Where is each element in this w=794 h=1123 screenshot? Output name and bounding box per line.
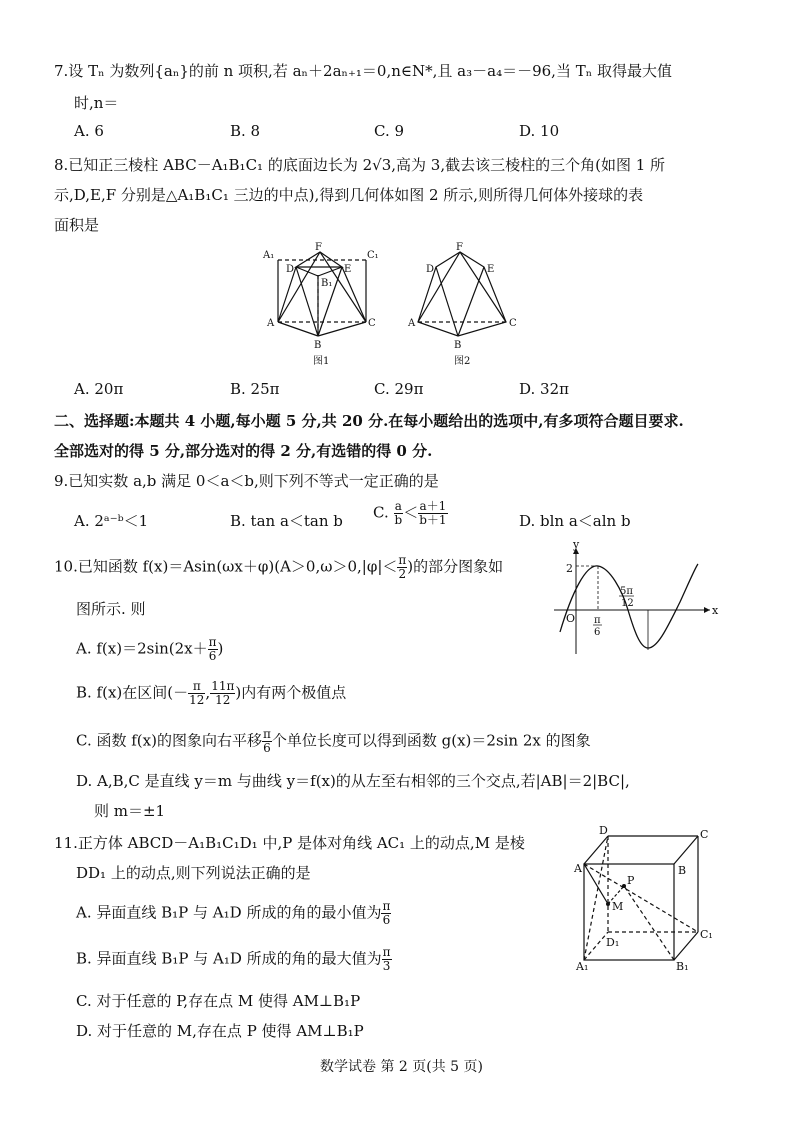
frac-numerator: π [382,945,391,959]
q10-option-a [76,636,223,663]
frac-denominator: 6 [382,913,391,927]
q10-option-d-line1: D. A,B,C 是直线 y＝m 与曲线 y＝f(x)的从左至右相邻的三个交点,若|AB|＝2|BC|, [76,772,630,790]
fig1-label-c: C [368,318,376,329]
frac-numerator: a [394,499,402,513]
graph-label-origin: O [566,612,576,625]
frac-denominator: b [394,513,403,527]
q9-option-d: D. bln a＜aln b [519,512,631,530]
graph-label-y: y [573,542,580,551]
frac-denominator: 6 [208,649,217,663]
q7-option-c: C. 9 [374,122,405,140]
frac-denominator: 12 [189,693,205,707]
section2-line2: 全部选对的得 5 分,部分选对的得 2 分,有选错的得 0 分. [54,442,433,460]
q7-option-a: A. 6 [74,122,104,140]
frac-denominator: b＋1 [419,513,447,527]
q8-stem-line3: 面积是 [54,216,100,234]
q10-option-c-frac [262,728,272,755]
fig2-caption: 图2 [454,356,471,367]
q8-option-b: B. 25π [230,380,280,398]
q11-option-a-text: A. 异面直线 B₁P 与 A₁D 所成的角的最小值为 [76,903,382,922]
graph-label-2: 2 [566,562,573,575]
q11-option-d: D. 对于任意的 M,存在点 P 使得 AM⊥B₁P [76,1022,364,1040]
cube-label-a: A [574,862,582,875]
q9-option-c-prefix: C. [373,503,389,522]
fig2-label-d: D [426,264,435,275]
graph-label-5pi-num: 5π [620,586,633,597]
q7-option-d: D. 10 [519,122,560,140]
frac-numerator: π [382,899,391,913]
frac-denominator: 2 [398,567,407,581]
fig1-label-a1: A₁ [263,250,275,261]
fig2-label-f: F [456,242,463,253]
q10-stem-frac [397,554,407,581]
fig1-label-b: B [314,340,322,351]
q11-option-b-frac [382,946,392,973]
frac-denominator: 6 [263,741,271,755]
q7-option-b: B. 8 [230,122,261,140]
q10-option-b-part1: B. f(x)在区间(－ [76,683,189,702]
q9-option-c-lt: ＜ [403,503,419,522]
q9-option-c-frac2 [418,500,447,527]
frac-numerator: π [398,553,407,567]
frac-denominator: 3 [382,959,391,973]
q8-stem-line1: 8.已知正三棱柱 ABC－A₁B₁C₁ 的底面边长为 2√3,高为 3,截去该三棱柱的三个角(如图 1 所 [54,156,666,174]
q10-stem-part1: 10.已知函数 f(x)＝Asin(ωx＋φ)(A＞0,ω＞0,|φ|＜ [54,557,398,576]
q10-option-b [76,680,346,707]
cube-label-p: P [627,874,635,887]
q7-stem-line1: 7.设 Tₙ 为数列{aₙ}的前 n 项积,若 aₙ＋2aₙ₊₁＝0,n∈N*,且 a₃－a₄＝－96,当 Tₙ 取得最大值 [54,62,672,80]
q11-stem-line1: 11.正方体 ABCD－A₁B₁C₁D₁ 中,P 是体对角线 AC₁ 上的动点,M 是棱 [54,834,525,852]
cube-label-c: C [700,828,709,841]
q10-graph [540,542,730,660]
q10-option-c-part1: C. 函数 f(x)的图象向右平移 [76,731,262,750]
cube-label-a1: A₁ [576,960,589,973]
frac-numerator: a＋1 [419,499,447,513]
fig1-label-d: D [286,264,295,275]
cube-label-b1: B₁ [676,960,689,973]
fig1-label-b1: B₁ [321,278,333,289]
q10-stem-part2: )的部分图象如 [407,557,504,576]
fig2-label-b: B [454,340,462,351]
q10-stem-line1 [54,554,503,581]
q11-option-a [76,900,391,927]
q9-option-b: B. tan a＜tan b [230,512,343,530]
frac-numerator: π [188,680,205,694]
q10-option-c-part2: 个单位长度可以得到函数 g(x)＝2sin 2x 的图象 [271,731,591,750]
q11-cube-figure [572,824,722,976]
cube-label-d1: D₁ [606,936,620,949]
cube-label-d: D [599,824,608,837]
q9-option-c [373,500,448,527]
page-footer: 数学试卷 第 2 页(共 5 页) [320,1059,483,1075]
q8-stem-line2: 示,D,E,F 分别是△A₁B₁C₁ 三边的中点),得到几何体如图 2 所示,则所得几何体外接球的表 [54,186,644,204]
q8-option-d: D. 32π [519,380,569,398]
frac-numerator: 11π [211,679,235,693]
fig2-label-a: A [408,318,416,329]
q10-option-a-part2: ) [217,639,224,658]
cube-label-c1: C₁ [700,928,713,941]
graph-label-pi-num: π [594,615,601,626]
q10-option-b-frac1 [188,680,205,707]
q7-stem-line2: 时,n＝ [74,94,119,112]
fig1-label-f: F [315,242,322,253]
q11-stem-line2: DD₁ 上的动点,则下列说法正确的是 [76,864,311,882]
q9-option-c-frac1 [394,500,404,527]
q11-option-b [76,946,392,973]
q11-option-a-frac [381,900,391,927]
q10-option-b-frac2 [210,680,235,707]
fig2-label-c: C [509,318,517,329]
fig2-label-e: E [487,264,495,275]
cube-label-b: B [678,864,687,877]
q8-figures [258,240,548,372]
frac-denominator: 12 [215,693,231,707]
q10-option-d-line2: 则 m＝±1 [94,802,166,820]
q10-option-a-part1: A. f(x)＝2sin(2x＋ [76,639,208,658]
frac-numerator: π [208,635,217,649]
q10-option-b-comma: , [205,683,211,702]
section2-line1: 二、选择题:本题共 4 小题,每小题 5 分,共 20 分.在每小题给出的选项中,有多项符合题目要求. [54,412,684,430]
q8-option-c: C. 29π [374,380,424,398]
q9-stem: 9.已知实数 a,b 满足 0＜a＜b,则下列不等式一定正确的是 [54,472,439,490]
q10-option-b-part2: )内有两个极值点 [235,683,347,702]
q9-option-a: A. 2ᵃ⁻ᵇ＜1 [74,512,149,530]
fig1-label-c1: C₁ [367,250,379,261]
q11-option-b-text: B. 异面直线 B₁P 与 A₁D 所成的角的最大值为 [76,949,382,968]
graph-label-x: x [712,604,719,617]
q8-option-a: A. 20π [74,380,124,398]
q10-option-c [76,728,591,755]
graph-label-12-den: 12 [621,598,634,609]
q10-option-a-frac [208,636,218,663]
q11-option-c: C. 对于任意的 P,存在点 M 使得 AM⊥B₁P [76,992,361,1010]
fig1-caption: 图1 [313,356,330,367]
q10-stem-line2: 图所示. 则 [76,600,146,618]
graph-label-6-den: 6 [594,627,601,638]
cube-label-m: M [612,900,624,913]
fig1-label-e: E [344,264,352,275]
frac-numerator: π [262,727,271,741]
fig1-label-a: A [267,318,275,329]
